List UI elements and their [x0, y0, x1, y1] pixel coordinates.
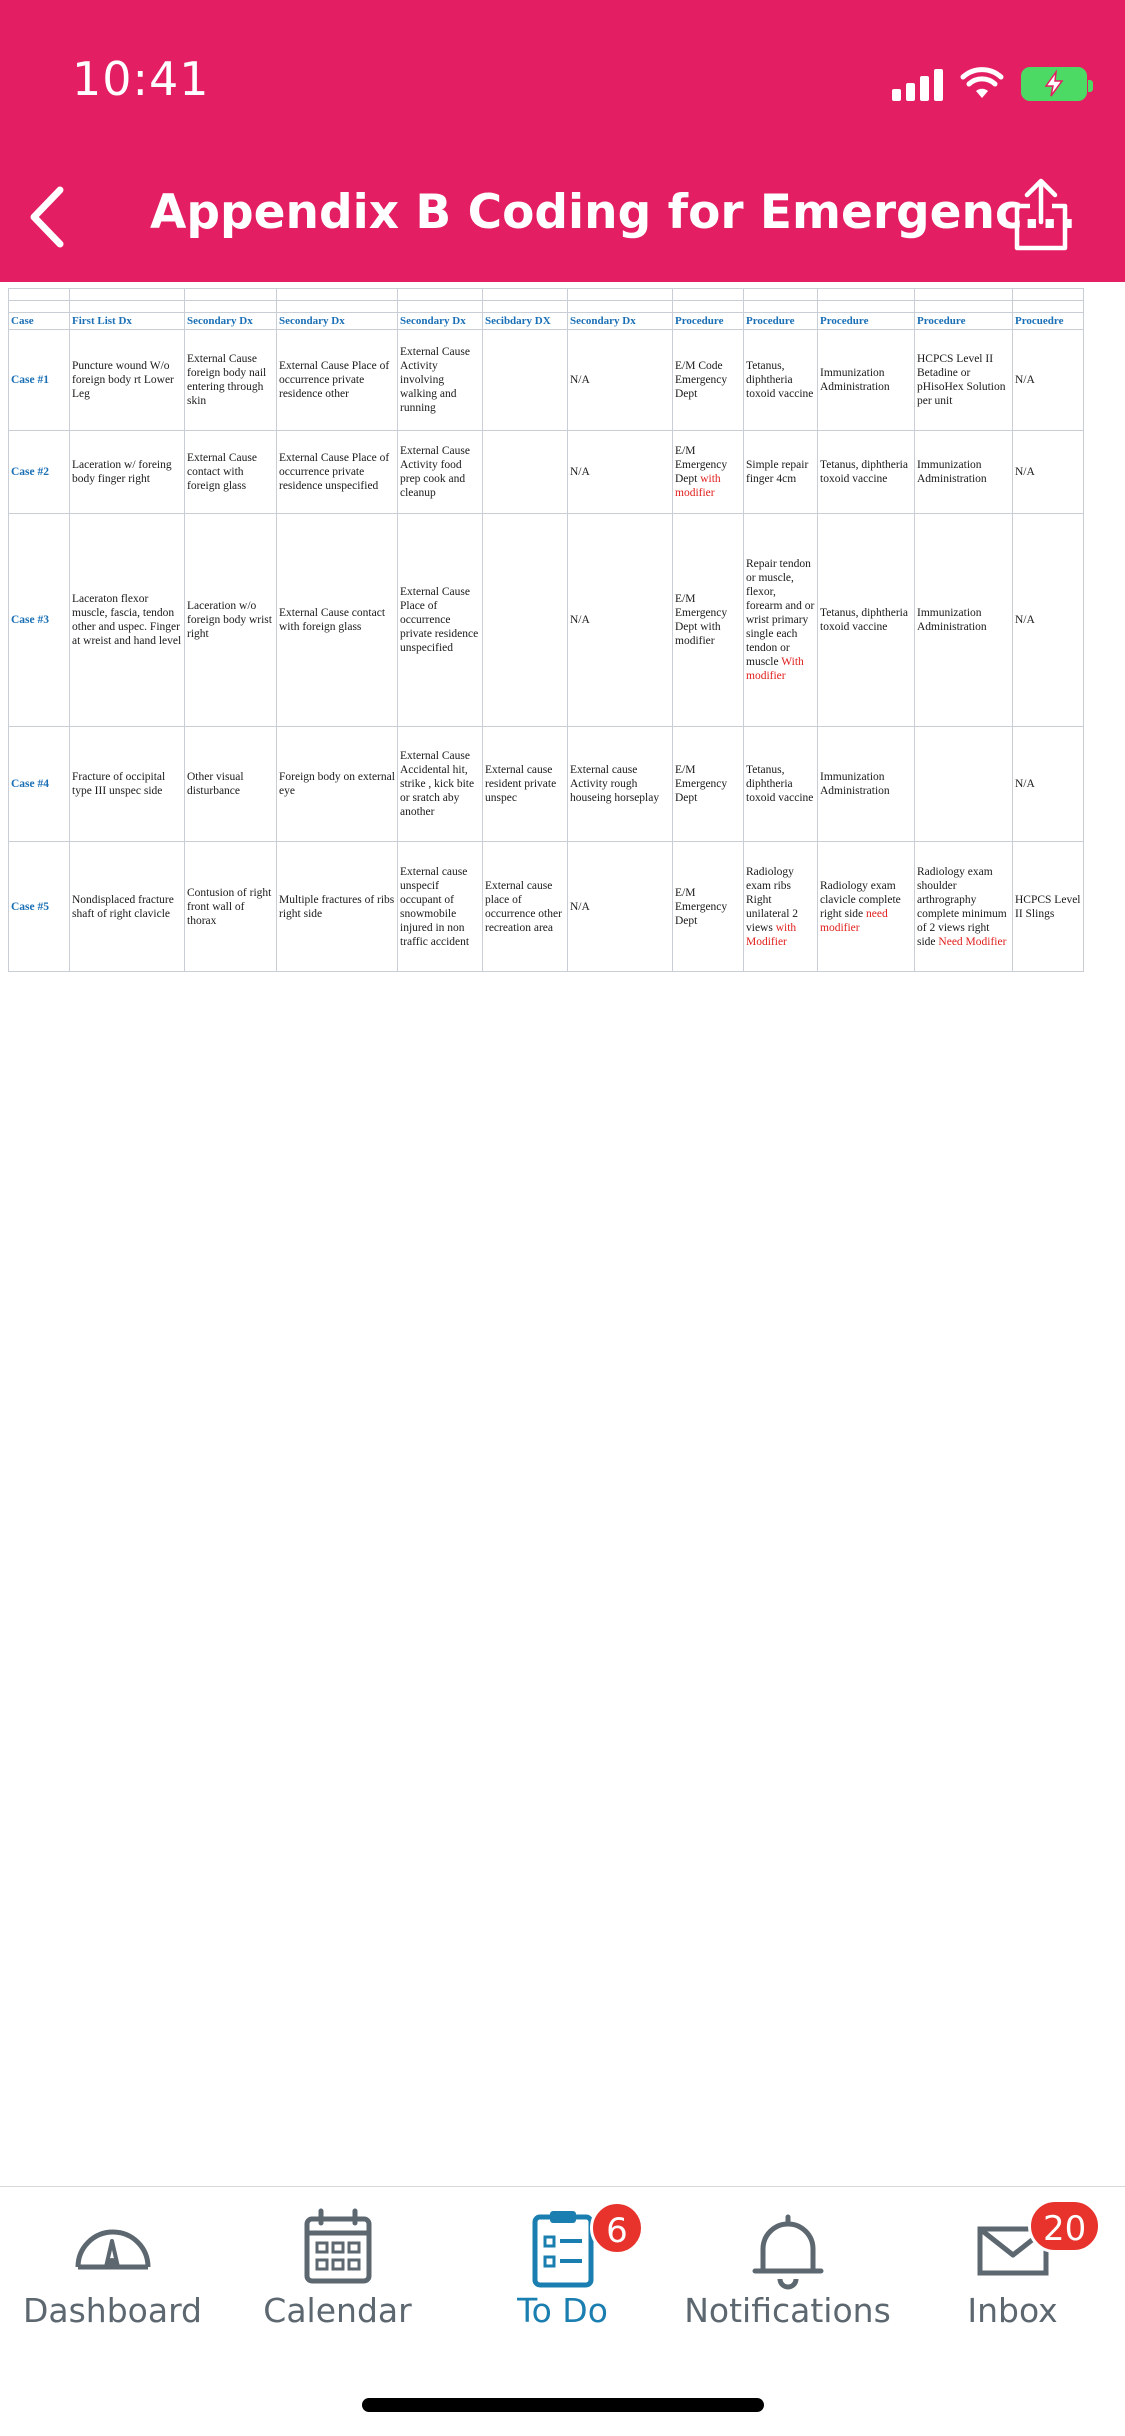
table-cell: Immunization Administration [915, 514, 1013, 727]
table-cell: Tetanus, diphtheria toxoid vaccine [744, 727, 818, 842]
coding-table [8, 288, 1084, 972]
cellular-signal-icon [892, 67, 943, 101]
header-row [9, 313, 1084, 330]
table-cell: Laceraton flexor muscle, fascia, tendon other and uspec. Finger at wreist and hand level [70, 514, 185, 727]
table-cell: Fracture of occipital type III unspec side [70, 727, 185, 842]
table-row [9, 431, 1084, 514]
table-cell: Tetanus, diphtheria toxoid vaccine [818, 514, 915, 727]
table-cell: Puncture wound W/o foreign body rt Lower Leg [70, 330, 185, 431]
column-header: Procedure [915, 313, 1013, 330]
column-header: Procedure [818, 313, 915, 330]
cell-text: Radiology exam clavicle complete right side [820, 879, 901, 920]
tab-label: Calendar [263, 2291, 412, 2330]
modifier-note: With modifier [746, 656, 804, 682]
table-cell: N/A [1013, 431, 1084, 514]
tab-calendar[interactable] [225, 2187, 450, 2357]
case-label: Case #2 [9, 431, 70, 514]
tab-notifications[interactable] [675, 2187, 900, 2357]
table-cell: Multiple fractures of ribs right side [277, 842, 398, 972]
calendar-icon [293, 2205, 383, 2295]
table-cell: E/M Emergency Dept [673, 727, 744, 842]
share-icon[interactable] [1011, 176, 1071, 252]
table-row [9, 514, 1084, 727]
status-icons [892, 62, 1087, 106]
table-cell [483, 330, 568, 431]
table-cell: N/A [1013, 330, 1084, 431]
tab-dashboard[interactable] [0, 2187, 225, 2357]
column-header: Secondary Dx [277, 313, 398, 330]
cell-text: Radiology exam shoulder arthrography complete minimum of 2 views right side [917, 865, 1007, 948]
table-cell [744, 514, 818, 727]
table-cell: External Cause Place of occurrence private residence unspecified [398, 514, 483, 727]
tab-label: Notifications [684, 2291, 891, 2330]
table-cell [673, 431, 744, 514]
table-cell [915, 727, 1013, 842]
back-chevron-icon[interactable] [22, 182, 72, 252]
column-header: Secondary Dx [398, 313, 483, 330]
column-header: First List Dx [70, 313, 185, 330]
table-cell: External Cause Activity involving walking and running [398, 330, 483, 431]
bell-icon [743, 2205, 833, 2295]
table-cell: Immunization Administration [818, 330, 915, 431]
table-cell: Foreign body on external eye [277, 727, 398, 842]
page-title: Appendix B Coding for Emergenc... [150, 185, 1077, 240]
table-cell: Contusion of right front wall of thorax [185, 842, 277, 972]
battery-charging-icon [1021, 67, 1087, 101]
document-view[interactable] [8, 288, 1083, 972]
table-cell: E/M Emergency Dept with modifier [673, 514, 744, 727]
table-cell: N/A [568, 514, 673, 727]
table-cell: N/A [1013, 727, 1084, 842]
table-row [9, 727, 1084, 842]
todo-badge: 6 [590, 2201, 644, 2255]
table-cell: External Cause contact with foreign glass [277, 514, 398, 727]
column-header: Secondary Dx [185, 313, 277, 330]
table-cell: External Cause Activity food prep cook and cleanup [398, 431, 483, 514]
column-header: Secondary Dx [568, 313, 673, 330]
tab-todo[interactable] [450, 2187, 675, 2357]
modifier-note: with Modifier [746, 921, 797, 948]
column-header: Procuedre [1013, 313, 1084, 330]
cell-text: Repair tendon or muscle, flexor, forearm and or wrist primary single each tendon or muscle [746, 558, 815, 668]
table-cell: HCPCS Level II Slings [1013, 842, 1084, 972]
table-cell: External Cause Accidental hit, strike , kick bite or sratch aby another [398, 727, 483, 842]
table-cell: N/A [568, 842, 673, 972]
table-cell: Immunization Administration [915, 431, 1013, 514]
table-row [9, 842, 1084, 972]
tab-label: Inbox [967, 2291, 1058, 2330]
table-cell: External cause resident private unspec [483, 727, 568, 842]
table-cell: E/M Code Emergency Dept [673, 330, 744, 431]
cell-text: E/M Emergency Dept [675, 445, 728, 485]
table-cell [744, 842, 818, 972]
inbox-badge: 20 [1028, 2199, 1101, 2253]
column-header: Procedure [744, 313, 818, 330]
table-cell: External Cause Place of occurrence private residence other [277, 330, 398, 431]
table-cell: Laceration w/ foreing body finger right [70, 431, 185, 514]
modifier-note: with modifier [675, 473, 721, 499]
dashboard-gauge-icon [68, 2205, 158, 2295]
modifier-note: Need Modifier [938, 935, 1007, 948]
table-cell [818, 842, 915, 972]
case-label: Case #1 [9, 330, 70, 431]
table-cell: External Cause contact with foreign glass [185, 431, 277, 514]
table-cell: External cause Activity rough houseing horseplay [568, 727, 673, 842]
table-cell [483, 431, 568, 514]
table-cell: N/A [568, 431, 673, 514]
home-indicator [362, 2398, 764, 2412]
case-label: Case #3 [9, 514, 70, 727]
app-header [0, 0, 1125, 282]
table-cell: External cause place of occurrence other recreation area [483, 842, 568, 972]
table-cell: Simple repair finger 4cm [744, 431, 818, 514]
table-cell: Laceration w/o foreign body wrist right [185, 514, 277, 727]
table-cell: HCPCS Level II Betadine or pHisoHex Solution per unit [915, 330, 1013, 431]
table-cell [483, 514, 568, 727]
status-time: 10:41 [72, 52, 210, 106]
table-cell: Immunization Administration [818, 727, 915, 842]
table-cell [915, 842, 1013, 972]
table-cell: External Cause Place of occurrence private residence unspecified [277, 431, 398, 514]
wifi-icon [961, 67, 1003, 101]
cell-text: Radiology exam ribs Right unilateral 2 views [746, 865, 799, 934]
table-cell: N/A [1013, 514, 1084, 727]
blank-row [9, 301, 1084, 313]
table-cell: E/M Emergency Dept [673, 842, 744, 972]
table-cell: Tetanus, diphtheria toxoid vaccine [818, 431, 915, 514]
table-cell: Nondisplaced fracture shaft of right clavicle [70, 842, 185, 972]
column-header: Procedure [673, 313, 744, 330]
tab-inbox[interactable] [900, 2187, 1125, 2357]
table-cell: External cause unspecif occupant of snowmobile injured in non traffic accident [398, 842, 483, 972]
case-label: Case #5 [9, 842, 70, 972]
blank-row [9, 289, 1084, 301]
column-header: Secibdary DX [483, 313, 568, 330]
tab-label: Dashboard [22, 2291, 203, 2330]
table-row [9, 330, 1084, 431]
tab-label: To Do [517, 2291, 608, 2330]
table-cell: External Cause foreign body nail entering through skin [185, 330, 277, 431]
modifier-note: need modifier [820, 907, 888, 934]
table-cell: Other visual disturbance [185, 727, 277, 842]
case-label: Case #4 [9, 727, 70, 842]
table-cell: Tetanus, diphtheria toxoid vaccine [744, 330, 818, 431]
table-cell: N/A [568, 330, 673, 431]
column-header: Case [9, 313, 70, 330]
